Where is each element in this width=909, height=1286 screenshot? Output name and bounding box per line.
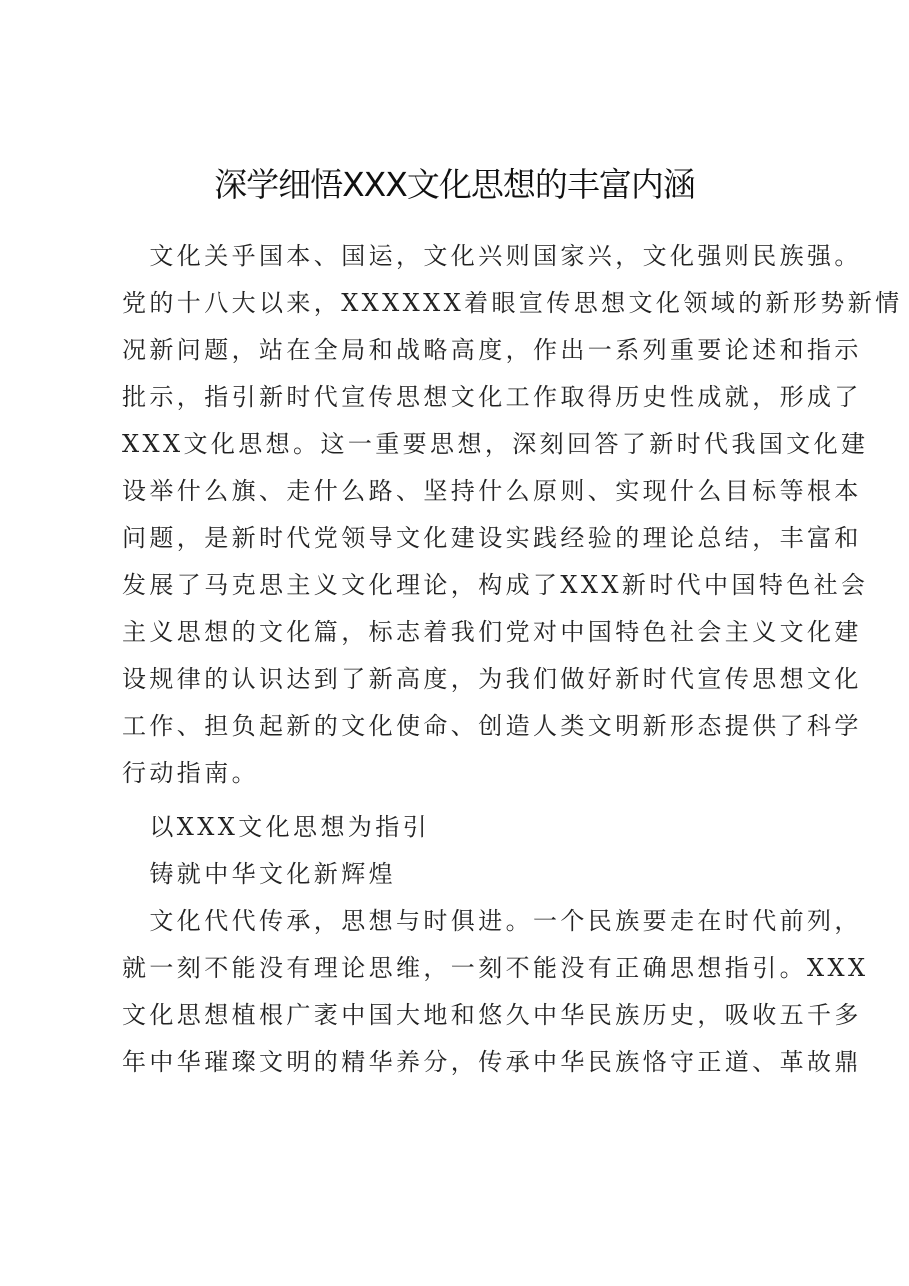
- body-line: 行动指南。: [122, 759, 259, 787]
- section-heading-line: 铸就中华文化新辉煌: [122, 860, 396, 888]
- body-line: 主义思想的文化篇，标志着我们党对中国特色社会主义文化建: [122, 618, 862, 646]
- body-line: 文化思想植根广袤中国大地和悠久中华民族历史，吸收五千多: [122, 1001, 862, 1029]
- body-line: XXX文化思想。这一重要思想，深刻回答了新时代我国文化建: [122, 430, 869, 458]
- body-line: 设规律的认识达到了新高度，为我们做好新时代宣传思想文化: [122, 665, 862, 693]
- body-line: 文化关乎国本、国运，文化兴则国家兴，文化强则民族强。: [122, 242, 862, 270]
- body-line: 就一刻不能没有理论思维，一刻不能没有正确思想指引。XXX: [122, 954, 869, 982]
- body-line: 年中华璀璨文明的精华养分，传承中华民族恪守正道、革故鼎: [122, 1048, 862, 1076]
- section-heading-line: 以XXX文化思想为指引: [122, 813, 431, 841]
- body-line: 问题，是新时代党领导文化建设实践经验的理论总结，丰富和: [122, 524, 862, 552]
- body-line: 党的十八大以来，XXXXXX着眼宣传思想文化领域的新形势新情: [122, 289, 903, 317]
- body-line: 批示，指引新时代宣传思想文化工作取得历史性成就，形成了: [122, 383, 862, 411]
- body-line: 工作、担负起新的文化使命、创造人类文明新形态提供了科学: [122, 712, 862, 740]
- document-title: 深学细悟XXX文化思想的丰富内涵: [214, 165, 695, 204]
- body-line: 设举什么旗、走什么路、坚持什么原则、实现什么目标等根本: [122, 477, 862, 505]
- body-line: 发展了马克思主义文化理论，构成了XXX新时代中国特色社会: [122, 571, 869, 599]
- body-line: 文化代代传承，思想与时俱进。一个民族要走在时代前列，: [122, 907, 862, 935]
- body-line: 况新问题，站在全局和战略高度，作出一系列重要论述和指示: [122, 336, 862, 364]
